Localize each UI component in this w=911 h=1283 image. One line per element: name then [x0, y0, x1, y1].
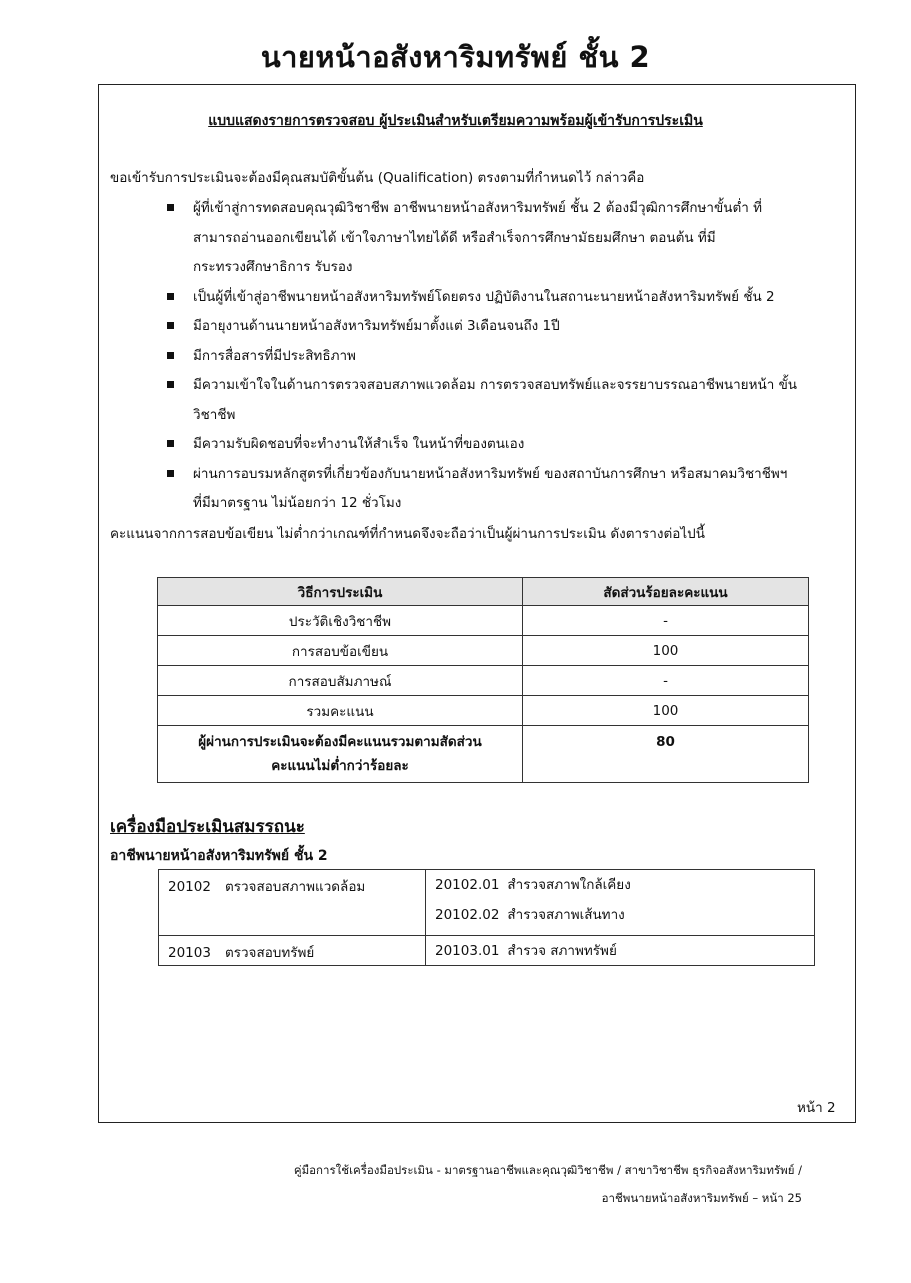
element-item: [435, 905, 814, 935]
qualification-item: [165, 371, 805, 430]
element-code: 20102.01: [435, 877, 500, 893]
table-row: [158, 666, 809, 696]
pass-criteria-line: คะแนนไม่ต่ำกว่าร้อยละ: [271, 758, 409, 774]
assessment-table: [157, 577, 809, 783]
ratio-cell: 100: [523, 696, 809, 726]
ratio-cell: -: [523, 666, 809, 696]
footer-line: คู่มือการใช้เครื่องมือประเมิน - มาตรฐานอาชีพและคุณวุฒิวิชาชีพ / สาขาวิชาชีพ ธุรกิจอสังหาริมทรัพย์ /: [293, 1163, 802, 1177]
qualification-list: [165, 194, 805, 519]
unit-code: 20103: [168, 945, 211, 961]
element-name: สำรวจ สภาพทรัพย์: [507, 943, 617, 959]
unit-cell: [159, 870, 426, 936]
assessment-header-row: [158, 578, 809, 606]
qualification-line: มีอายุงานด้านนายหน้าอสังหาริมทรัพย์มาตั้งแต่ 3เดือนจนถึง 1ปี: [193, 318, 560, 334]
pass-criteria-cell: [158, 726, 523, 783]
competency-row: [159, 870, 815, 936]
square-bullet-icon: [167, 204, 174, 211]
method-cell: ประวัติเชิงวิชาชีพ: [158, 606, 523, 636]
elements-cell: [426, 936, 815, 966]
element-name: สำรวจสภาพเส้นทาง: [507, 907, 625, 923]
pass-ratio-cell: 80: [523, 726, 809, 783]
element-item: [435, 875, 814, 905]
qualification-line: ผู้ที่เข้าสู่การทดสอบคุณวุฒิวิชาชีพ อาชีพนายหน้าอสังหาริมทรัพย์ ชั้น 2 ต้องมีวุฒิการศึกษาขั้นต่ำ ที่: [193, 200, 762, 216]
table-row: [158, 636, 809, 666]
elements-cell: [426, 870, 815, 936]
square-bullet-icon: [167, 322, 174, 329]
table-row: [158, 696, 809, 726]
table-row: [158, 606, 809, 636]
qualification-line: เป็นผู้ที่เข้าสู่อาชีพนายหน้าอสังหาริมทรัพย์โดยตรง ปฏิบัติงานในสถานะนายหน้าอสังหาริมทรัพย์ ชั้น 2: [193, 288, 775, 305]
qualification-line: มีความเข้าใจในด้านการตรวจสอบสภาพแวดล้อม การตรวจสอบทรัพย์และจรรยาบรรณอาชีพนายหน้า ขั้น: [193, 377, 798, 393]
qualification-line: ผ่านการอบรมหลักสูตรที่เกี่ยวข้องกับนายหน้าอสังหาริมทรัพย์ ของสถาบันการศึกษา หรือสมาคมวิชาชีพฯ: [193, 465, 788, 482]
pass-criteria-row: [158, 726, 809, 783]
qualification-line: มีความรับผิดชอบที่จะทำงานให้สำเร็จ ในหน้าที่ของตนเอง: [193, 436, 525, 452]
section-heading: เครื่องมือประเมินสมรรถนะ: [110, 817, 305, 837]
qualification-item: [165, 194, 805, 283]
unit-name: ตรวจสอบสภาพแวดล้อม: [224, 879, 366, 895]
qualification-item: [165, 283, 805, 313]
element-code: 20102.02: [435, 907, 500, 923]
qualification-line: วิชาชีพ: [193, 406, 236, 423]
element-name: สำรวจสภาพใกล้เคียง: [507, 877, 631, 893]
qualification-line: สามารถอ่านออกเขียนได้ เข้าใจภาษาไทยได้ดี หรือสำเร็จการศึกษามัธยมศึกษา ตอนต้น ที่มี: [193, 229, 716, 246]
qualification-line: ที่มีมาตรฐาน ไม่น้อยกว่า 12 ชั่วโมง: [193, 495, 402, 511]
form-heading: แบบแสดงรายการตรวจสอบ ผู้ประเมินสำหรับเตรียมความพร้อมผู้เข้ารับการประเมิน: [208, 113, 703, 129]
element-item: [435, 941, 814, 965]
qualification-item: [165, 460, 805, 519]
pass-criteria-line: ผู้ผ่านการประเมินจะต้องมีคะแนนรวมตามสัดส่วน: [198, 734, 482, 750]
footer-line: อาชีพนายหน้าอสังหาริมทรัพย์ – หน้า 25: [601, 1191, 802, 1205]
page-title: นายหน้าอสังหาริมทรัพย์ ชั้น 2: [260, 40, 651, 74]
element-code: 20103.01: [435, 943, 500, 959]
method-cell: การสอบข้อเขียน: [158, 636, 523, 666]
unit-cell: [159, 936, 426, 966]
square-bullet-icon: [167, 381, 174, 388]
unit-code: 20102: [168, 879, 211, 895]
square-bullet-icon: [167, 440, 174, 447]
competency-table: [158, 869, 815, 966]
method-cell: การสอบสัมภาษณ์: [158, 666, 523, 696]
unit-name: ตรวจสอบทรัพย์: [224, 945, 315, 961]
qualification-line: กระทรวงศึกษาธิการ รับรอง: [193, 259, 353, 275]
occupation-label: อาชีพนายหน้าอสังหาริมทรัพย์ ชั้น 2: [110, 848, 328, 864]
square-bullet-icon: [167, 352, 174, 359]
competency-row: [159, 936, 815, 966]
score-note: คะแนนจากการสอบข้อเขียน ไม่ต่ำกว่าเกณฑ์ที่กำหนดจึงจะถือว่าเป็นผู้ผ่านการประเมิน ดังตารางต่อไปนี้: [110, 526, 705, 542]
page-number: หน้า 2: [797, 1100, 836, 1116]
intro-text: ขอเข้ารับการประเมินจะต้องมีคุณสมบัติขั้นต้น (Qualification) ตรงตามที่กำหนดไว้ กล่าวคือ: [110, 170, 645, 186]
header-ratio: สัดส่วนร้อยละคะแนน: [523, 578, 809, 606]
header-method: วิธีการประเมิน: [158, 578, 523, 606]
method-cell: รวมคะแนน: [158, 696, 523, 726]
ratio-cell: 100: [523, 636, 809, 666]
qualification-line: มีการสื่อสารที่มีประสิทธิภาพ: [193, 347, 356, 364]
ratio-cell: -: [523, 606, 809, 636]
square-bullet-icon: [167, 293, 174, 300]
qualification-item: [165, 342, 805, 372]
qualification-item: [165, 430, 805, 460]
qualification-item: [165, 312, 805, 342]
square-bullet-icon: [167, 470, 174, 477]
